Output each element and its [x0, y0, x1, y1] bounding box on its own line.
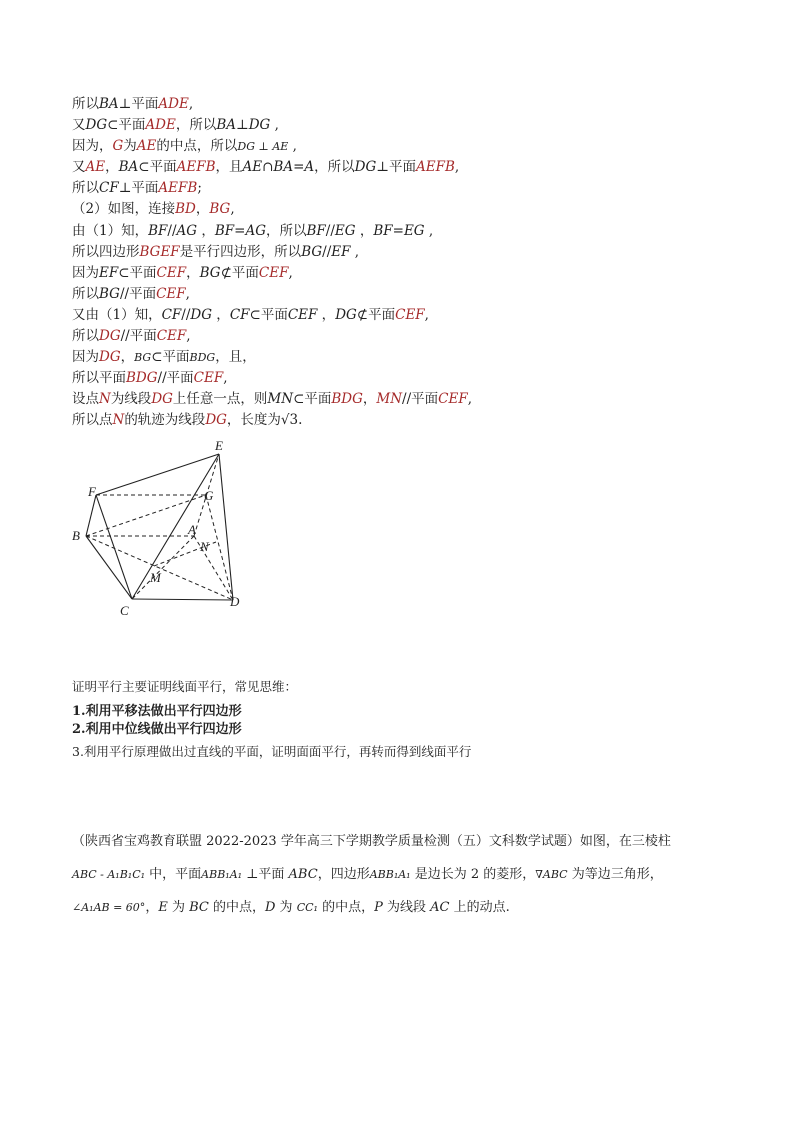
text: //: [322, 243, 332, 260]
text: ,: [288, 138, 297, 155]
text: ,: [454, 159, 460, 176]
text: ,: [424, 306, 429, 323]
text: ;: [197, 180, 202, 197]
text: 所以: [72, 328, 99, 345]
text: ，所以: [266, 222, 307, 239]
var: MN: [267, 391, 294, 408]
text: //: [181, 306, 191, 323]
text: 设点: [72, 391, 99, 408]
formula: ∇ABC: [535, 868, 568, 881]
text: 由（1）知，: [72, 222, 149, 239]
text: ，: [317, 306, 336, 323]
proof-line-9: [72, 263, 722, 284]
var-red: CEF: [395, 306, 425, 323]
var: P: [374, 900, 383, 915]
proof-text: [72, 94, 722, 432]
var: BA: [216, 117, 237, 134]
var-red: BG: [209, 201, 231, 218]
var: CEF: [287, 306, 318, 323]
var: BG: [99, 285, 120, 302]
formula: CC₁: [296, 901, 318, 914]
text: ，: [212, 306, 230, 323]
text: //: [167, 222, 177, 239]
var: CF: [161, 306, 182, 323]
problem-line-1: （陕西省宝鸡教育联盟 2022-2023 学年高三下学期教学质量检测（五）文科数学试题）如图，在三棱柱: [72, 834, 671, 849]
var-red: AEFB: [415, 159, 455, 176]
text: ⊥: [236, 117, 249, 134]
text: ，长度为: [226, 412, 281, 429]
text: ⊄平面: [356, 306, 396, 323]
text: 所以点: [72, 412, 113, 429]
edge-CD: [132, 599, 233, 600]
var-red: BD: [175, 201, 196, 218]
edge-BD: [86, 536, 233, 600]
notes-bullet-2: 2.利用中位线做出平行四边形: [72, 722, 242, 737]
text: 因为: [72, 264, 99, 281]
text: 又: [72, 159, 86, 176]
text: 的中点，: [208, 900, 265, 915]
proof-line-7: [72, 221, 722, 242]
var: AG: [176, 222, 198, 239]
text: ,: [186, 328, 191, 345]
var-red: AEFB: [176, 159, 216, 176]
text: 因为: [72, 349, 99, 366]
var-red: AE: [136, 138, 157, 155]
var-red: BDG: [126, 370, 158, 387]
text: 中，平面: [145, 867, 202, 882]
text: .: [298, 412, 303, 429]
proof-line-4: [72, 157, 722, 178]
var-red: CEF: [156, 328, 187, 345]
var: BA: [99, 96, 119, 112]
var: BA: [273, 159, 294, 176]
var-red: CEF: [438, 391, 468, 408]
var: DG: [335, 306, 357, 323]
text: ⊂平面: [138, 159, 177, 176]
formula: ABB₁A₁: [201, 868, 243, 881]
text: 上的动点.: [449, 900, 510, 915]
formula-small: BG: [134, 351, 152, 365]
text: 为: [167, 900, 190, 915]
var: E: [158, 900, 168, 915]
text: 因为，: [72, 138, 113, 155]
var: BA: [118, 159, 139, 176]
problem-line-3: [72, 898, 732, 918]
var-red: N: [99, 391, 111, 408]
text: ⊂平面: [118, 264, 157, 281]
text: （2）如图，连接: [72, 201, 176, 218]
var: D: [264, 900, 276, 915]
text: ⊥平面: [118, 180, 159, 197]
var-red: DG: [99, 328, 121, 345]
text: 所以: [72, 285, 99, 302]
text: =: [293, 159, 305, 176]
text: ，所以: [314, 159, 355, 176]
text: =: [392, 222, 404, 239]
text: ,: [424, 222, 434, 239]
text: ⊂平面: [249, 306, 288, 323]
text: 为: [275, 900, 297, 915]
edge-BC: [86, 536, 132, 599]
text: 所以: [72, 96, 99, 112]
var-red: BDG: [331, 391, 363, 408]
proof-line-5: [72, 178, 722, 199]
proof-line-1: [72, 94, 722, 115]
label-E: E: [215, 438, 223, 453]
var: A: [304, 159, 315, 176]
label-N: N: [200, 539, 209, 554]
formula-small: DG ⊥ AE: [237, 140, 289, 154]
text: ,: [230, 201, 235, 218]
var: ABC: [288, 867, 318, 882]
notes-intro: 证明平行主要证明线面平行，常见思维：: [72, 679, 298, 694]
var-red: N: [112, 412, 125, 429]
text: ⊂平面: [107, 117, 146, 134]
text: ，: [355, 222, 374, 239]
text: ,: [350, 243, 360, 260]
var: CF: [99, 180, 119, 197]
text: ,: [288, 264, 293, 281]
proof-line-16: [72, 410, 722, 431]
proof-line-12: [72, 326, 722, 347]
var: BG: [199, 264, 221, 281]
label-A: A: [188, 522, 196, 537]
var-red: DG: [99, 349, 121, 366]
var-red: BGEF: [139, 243, 180, 260]
edge-FB: [86, 495, 96, 536]
label-C: C: [120, 603, 129, 618]
text: ,: [223, 370, 228, 387]
text: ,: [467, 391, 473, 408]
label-B: B: [72, 528, 80, 543]
label-F: F: [88, 484, 96, 499]
text: ，: [145, 900, 159, 915]
text: ，: [105, 159, 119, 176]
edge-ED: [219, 454, 233, 600]
edge-GD: [206, 495, 233, 600]
var: BF: [373, 222, 393, 239]
sqrt-value: √3: [280, 412, 299, 429]
label-G: G: [204, 488, 214, 503]
problem-line-2: [72, 865, 732, 885]
var: AG: [245, 222, 266, 239]
text: //平面: [157, 370, 194, 387]
text: ，四边形: [317, 867, 370, 882]
var-red: CEF: [156, 285, 186, 302]
proof-line-11: [72, 305, 722, 326]
text: //平面: [120, 328, 157, 345]
var: BC: [189, 900, 209, 915]
method-notes: [72, 677, 471, 762]
var: BG: [301, 243, 323, 260]
formula: ABC - A₁B₁C₁: [72, 868, 146, 881]
var: EG: [403, 222, 425, 239]
var-red: G: [112, 138, 124, 155]
var: AE: [242, 159, 263, 176]
text: ⊥平面: [376, 159, 416, 176]
var-red: DG: [205, 412, 227, 429]
text: ，所以: [175, 117, 217, 134]
notes-bullet-1: 1.利用平移法做出平行四边形: [72, 704, 242, 719]
formula-small: BDG: [189, 351, 216, 365]
text: 的中点，: [317, 900, 375, 915]
proof-line-2: [72, 115, 722, 136]
formula: ABB₁A₁: [369, 868, 411, 881]
text: ，: [197, 222, 215, 239]
text: ,: [185, 285, 190, 302]
text: ，: [186, 264, 200, 281]
proof-line-8: [72, 242, 722, 263]
proof-line-15: [72, 389, 722, 410]
text: 又: [72, 117, 86, 134]
var-red: CEF: [193, 370, 224, 387]
text: 所以平面: [72, 370, 126, 387]
text: ⊥平面: [118, 96, 159, 112]
text: ，且: [215, 159, 243, 176]
var: DG: [248, 117, 271, 134]
text: ,: [188, 96, 194, 112]
problem-statement: [72, 832, 732, 918]
text: //平面: [402, 391, 439, 408]
proof-line-6: [72, 199, 722, 220]
text: =: [234, 222, 246, 239]
var: BF: [214, 222, 235, 239]
proof-line-3: [72, 136, 722, 157]
text: ，: [120, 349, 135, 366]
text: ，: [362, 391, 377, 408]
var: DG: [190, 306, 213, 323]
edge-CE: [132, 454, 219, 599]
text: ∩: [262, 159, 274, 176]
var: EF: [331, 243, 351, 260]
text: ⊥平面: [242, 867, 289, 882]
text: 所以四边形: [72, 243, 140, 260]
formula: ∠A₁AB = 60°: [72, 901, 146, 914]
var: DG: [354, 159, 377, 176]
label-D: D: [230, 594, 240, 609]
label-M: M: [150, 570, 161, 585]
geometry-figure: [70, 438, 260, 620]
text: 的轨迹为线段: [124, 412, 206, 429]
var-red: DG: [151, 391, 173, 408]
var-red: MN: [376, 391, 403, 408]
text: 为线段: [110, 391, 152, 408]
text: 所以: [72, 180, 99, 197]
text: ⊄平面: [220, 264, 259, 281]
text: 为: [123, 138, 137, 155]
text: 为线段: [382, 900, 431, 915]
edge-FC: [96, 495, 132, 599]
text: 是平行四边形，所以: [179, 243, 302, 260]
proof-line-14: [72, 368, 722, 389]
edge-AC: [132, 536, 194, 599]
text: //: [325, 222, 335, 239]
text: ，且，: [215, 349, 256, 366]
var: EG: [334, 222, 356, 239]
proof-line-13: [72, 347, 722, 368]
proof-line-10: [72, 284, 722, 305]
text: 为等边三角形，: [567, 867, 663, 882]
text: ,: [270, 117, 279, 134]
notes-bullet-3: 3.利用平行原理做出过直线的平面，证明面面平行，再转而得到线面平行: [72, 744, 472, 759]
var-red: CEF: [258, 264, 289, 281]
text: 又由（1）知，: [72, 306, 162, 323]
text: ，: [195, 201, 210, 218]
text: //平面: [119, 285, 157, 302]
var: EF: [99, 264, 119, 281]
text: ⊂平面: [151, 349, 190, 366]
var-red: CEF: [156, 264, 187, 281]
var: BF: [148, 222, 168, 239]
var-red: AE: [85, 159, 106, 176]
var-red: ADE: [158, 96, 189, 112]
text: 上任意一点，则: [172, 391, 268, 408]
var: BF: [306, 222, 326, 239]
var: DG: [85, 117, 108, 134]
text: 的中点，所以: [156, 138, 238, 155]
var-red: ADE: [145, 117, 176, 134]
edge-FE: [96, 454, 219, 495]
var: CF: [229, 306, 250, 323]
var-red: AEFB: [158, 180, 198, 197]
text: 是边长为 2 的菱形，: [410, 867, 536, 882]
text: ⊂平面: [293, 391, 332, 408]
var: AC: [430, 900, 450, 915]
